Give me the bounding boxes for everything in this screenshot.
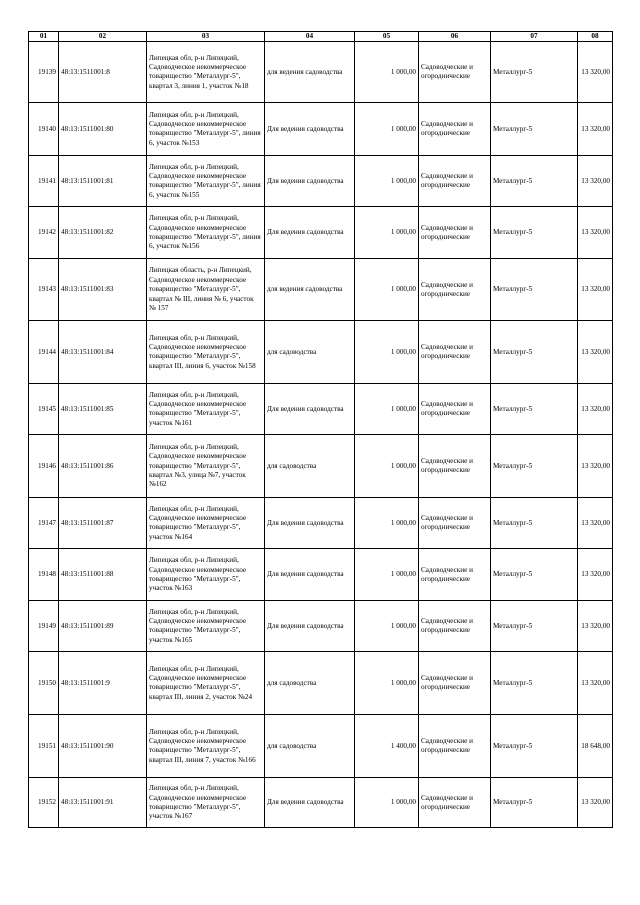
partnership-name: Металлург-5 bbox=[491, 259, 578, 321]
cadastral-value: 18 648,00 bbox=[578, 715, 613, 778]
plot-address: Липецкая обл, р-н Липецкий, Садоводческое некоммерческое товарищество "Металлург-5", участок №163 bbox=[147, 549, 265, 601]
permitted-use: Для ведения садоводства bbox=[265, 207, 355, 259]
cadastral-value: 13 320,00 bbox=[578, 601, 613, 652]
plot-area: 1 000,00 bbox=[355, 384, 419, 435]
cadastral-number: 48:13:1511001:86 bbox=[59, 435, 147, 498]
land-category: Садоводческие и огороднические bbox=[419, 601, 491, 652]
permitted-use: Для ведения садоводства bbox=[265, 103, 355, 156]
plot-address: Липецкая обл, р-н Липецкий, Садоводческое некоммерческое товарищество "Металлург-5", участок №167 bbox=[147, 778, 265, 828]
land-category: Садоводческие и огороднические bbox=[419, 156, 491, 207]
cadastral-value: 13 320,00 bbox=[578, 384, 613, 435]
permitted-use: для ведения садоводства bbox=[265, 259, 355, 321]
permitted-use: для садоводства bbox=[265, 652, 355, 715]
plot-address: Липецкая обл, р-н Липецкий, Садоводческое некоммерческое товарищество "Металлург-5", линия 6, участок №153 bbox=[147, 103, 265, 156]
cadastral-value: 13 320,00 bbox=[578, 156, 613, 207]
table-row bbox=[29, 103, 613, 156]
table-row bbox=[29, 207, 613, 259]
plot-area: 1 000,00 bbox=[355, 549, 419, 601]
permitted-use: для ведения садоводства bbox=[265, 42, 355, 103]
cadastral-value: 13 320,00 bbox=[578, 498, 613, 549]
cadastral-number: 48:13:1511001:87 bbox=[59, 498, 147, 549]
record-number: 19148 bbox=[29, 549, 59, 601]
partnership-name: Металлург-5 bbox=[491, 321, 578, 384]
cadastral-number: 48:13:1511001:91 bbox=[59, 778, 147, 828]
cadastral-value: 13 320,00 bbox=[578, 652, 613, 715]
column-header-05: 05 bbox=[355, 32, 419, 42]
plot-address: Липецкая обл, р-н Липецкий, Садоводческое некоммерческое товарищество "Металлург-5", квартал №3, улица №7, участок №162 bbox=[147, 435, 265, 498]
land-category: Садоводческие и огороднические bbox=[419, 259, 491, 321]
cadastral-value: 13 320,00 bbox=[578, 103, 613, 156]
plot-area: 1 400,00 bbox=[355, 715, 419, 778]
record-number: 19142 bbox=[29, 207, 59, 259]
plot-area: 1 000,00 bbox=[355, 42, 419, 103]
cadastral-number: 48:13:1511001:80 bbox=[59, 103, 147, 156]
land-category: Садоводческие и огороднические bbox=[419, 715, 491, 778]
partnership-name: Металлург-5 bbox=[491, 715, 578, 778]
permitted-use: для садоводства bbox=[265, 715, 355, 778]
permitted-use: Для ведения садоводства bbox=[265, 778, 355, 828]
cadastral-number: 48:13:1511001:83 bbox=[59, 259, 147, 321]
column-header-03: 03 bbox=[147, 32, 265, 42]
record-number: 19146 bbox=[29, 435, 59, 498]
table-row bbox=[29, 549, 613, 601]
plot-address: Липецкая обл, р-н Липецкий, Садоводческое некоммерческое товарищество "Металлург-5", участок №161 bbox=[147, 384, 265, 435]
plot-area: 1 000,00 bbox=[355, 156, 419, 207]
record-number: 19152 bbox=[29, 778, 59, 828]
table-row bbox=[29, 778, 613, 828]
permitted-use: Для ведения садоводства bbox=[265, 498, 355, 549]
land-category: Садоводческие и огороднические bbox=[419, 778, 491, 828]
record-number: 19141 bbox=[29, 156, 59, 207]
partnership-name: Металлург-5 bbox=[491, 435, 578, 498]
land-category: Садоводческие и огороднические bbox=[419, 42, 491, 103]
cadastral-value: 13 320,00 bbox=[578, 778, 613, 828]
table-row bbox=[29, 42, 613, 103]
cadastral-number: 48:13:1511001:84 bbox=[59, 321, 147, 384]
record-number: 19150 bbox=[29, 652, 59, 715]
partnership-name: Металлург-5 bbox=[491, 498, 578, 549]
partnership-name: Металлург-5 bbox=[491, 549, 578, 601]
column-header-02: 02 bbox=[59, 32, 147, 42]
plot-address: Липецкая обл, р-н Липецкий, Садоводческое некоммерческое товарищество "Металлург-5", квартал III, линия 7, участок №166 bbox=[147, 715, 265, 778]
column-header-08: 08 bbox=[578, 32, 613, 42]
partnership-name: Металлург-5 bbox=[491, 778, 578, 828]
header-row bbox=[29, 32, 613, 42]
table-row bbox=[29, 715, 613, 778]
plot-address: Липецкая обл, р-н Липецкий, Садоводческое некоммерческое товарищество "Металлург-5", участок №165 bbox=[147, 601, 265, 652]
plot-address: Липецкая область, р-н Липецкий, Садоводческое некоммерческое товарищество "Металлург-5", квартал № III, линия № 6, участок № 157 bbox=[147, 259, 265, 321]
partnership-name: Металлург-5 bbox=[491, 156, 578, 207]
cadastral-value: 13 320,00 bbox=[578, 549, 613, 601]
partnership-name: Металлург-5 bbox=[491, 601, 578, 652]
permitted-use: для садоводства bbox=[265, 321, 355, 384]
partnership-name: Металлург-5 bbox=[491, 207, 578, 259]
plot-address: Липецкая обл, р-н Липецкий, Садоводческое некоммерческое товарищество "Металлург-5", квартал III, линия 6, участок №158 bbox=[147, 321, 265, 384]
land-category: Садоводческие и огороднические bbox=[419, 498, 491, 549]
record-number: 19140 bbox=[29, 103, 59, 156]
cadastral-number: 48:13:1511001:90 bbox=[59, 715, 147, 778]
plot-area: 1 000,00 bbox=[355, 207, 419, 259]
cadastral-value: 13 320,00 bbox=[578, 435, 613, 498]
table-row bbox=[29, 652, 613, 715]
land-category: Садоводческие и огороднические bbox=[419, 207, 491, 259]
permitted-use: Для ведения садоводства bbox=[265, 156, 355, 207]
table-row bbox=[29, 321, 613, 384]
partnership-name: Металлург-5 bbox=[491, 42, 578, 103]
table-row bbox=[29, 435, 613, 498]
plot-address: Липецкая обл, р-н Липецкий, Садоводческое некоммерческое товарищество "Металлург-5", линия 6, участок №155 bbox=[147, 156, 265, 207]
record-number: 19143 bbox=[29, 259, 59, 321]
record-number: 19147 bbox=[29, 498, 59, 549]
permitted-use: Для ведения садоводства bbox=[265, 384, 355, 435]
cadastral-number: 48:13:1511001:81 bbox=[59, 156, 147, 207]
column-header-06: 06 bbox=[419, 32, 491, 42]
land-category: Садоводческие и огороднические bbox=[419, 435, 491, 498]
column-header-01: 01 bbox=[29, 32, 59, 42]
plot-address: Липецкая обл, р-н Липецкий, Садоводческое некоммерческое товарищество "Металлург-5", квартал 3, линия 1, участок №18 bbox=[147, 42, 265, 103]
cadastral-value: 13 320,00 bbox=[578, 207, 613, 259]
permitted-use: для садоводства bbox=[265, 435, 355, 498]
plot-area: 1 000,00 bbox=[355, 601, 419, 652]
permitted-use: Для ведения садоводства bbox=[265, 549, 355, 601]
column-header-04: 04 bbox=[265, 32, 355, 42]
partnership-name: Металлург-5 bbox=[491, 384, 578, 435]
table-row bbox=[29, 601, 613, 652]
record-number: 19139 bbox=[29, 42, 59, 103]
land-category: Садоводческие и огороднические bbox=[419, 652, 491, 715]
plot-area: 1 000,00 bbox=[355, 435, 419, 498]
plot-address: Липецкая обл, р-н Липецкий, Садоводческое некоммерческое товарищество "Металлург-5", участок №164 bbox=[147, 498, 265, 549]
plot-area: 1 000,00 bbox=[355, 778, 419, 828]
registry-table bbox=[28, 31, 613, 828]
cadastral-value: 13 320,00 bbox=[578, 42, 613, 103]
cadastral-number: 48:13:1511001:88 bbox=[59, 549, 147, 601]
cadastral-number: 48:13:1511001:8 bbox=[59, 42, 147, 103]
table-row bbox=[29, 384, 613, 435]
permitted-use: Для ведения садоводства bbox=[265, 601, 355, 652]
land-category: Садоводческие и огороднические bbox=[419, 549, 491, 601]
land-category: Садоводческие и огороднические bbox=[419, 384, 491, 435]
plot-area: 1 000,00 bbox=[355, 103, 419, 156]
cadastral-number: 48:13:1511001:9 bbox=[59, 652, 147, 715]
plot-address: Липецкая обл, р-н Липецкий, Садоводческое некоммерческое товарищество "Металлург-5", линия 6, участок №156 bbox=[147, 207, 265, 259]
cadastral-value: 13 320,00 bbox=[578, 321, 613, 384]
plot-area: 1 000,00 bbox=[355, 321, 419, 384]
partnership-name: Металлург-5 bbox=[491, 103, 578, 156]
plot-address: Липецкая обл, р-н Липецкий, Садоводческое некоммерческое товарищество "Металлург-5", квартал III, линия 2, участок №24 bbox=[147, 652, 265, 715]
cadastral-value: 13 320,00 bbox=[578, 259, 613, 321]
table-row bbox=[29, 259, 613, 321]
cadastral-number: 48:13:1511001:85 bbox=[59, 384, 147, 435]
cadastral-number: 48:13:1511001:89 bbox=[59, 601, 147, 652]
land-category: Садоводческие и огороднические bbox=[419, 321, 491, 384]
record-number: 19151 bbox=[29, 715, 59, 778]
record-number: 19149 bbox=[29, 601, 59, 652]
table-row bbox=[29, 156, 613, 207]
table-row bbox=[29, 498, 613, 549]
partnership-name: Металлург-5 bbox=[491, 652, 578, 715]
land-category: Садоводческие и огороднические bbox=[419, 103, 491, 156]
record-number: 19145 bbox=[29, 384, 59, 435]
plot-area: 1 000,00 bbox=[355, 259, 419, 321]
plot-area: 1 000,00 bbox=[355, 498, 419, 549]
record-number: 19144 bbox=[29, 321, 59, 384]
plot-area: 1 000,00 bbox=[355, 652, 419, 715]
column-header-07: 07 bbox=[491, 32, 578, 42]
cadastral-number: 48:13:1511001:82 bbox=[59, 207, 147, 259]
